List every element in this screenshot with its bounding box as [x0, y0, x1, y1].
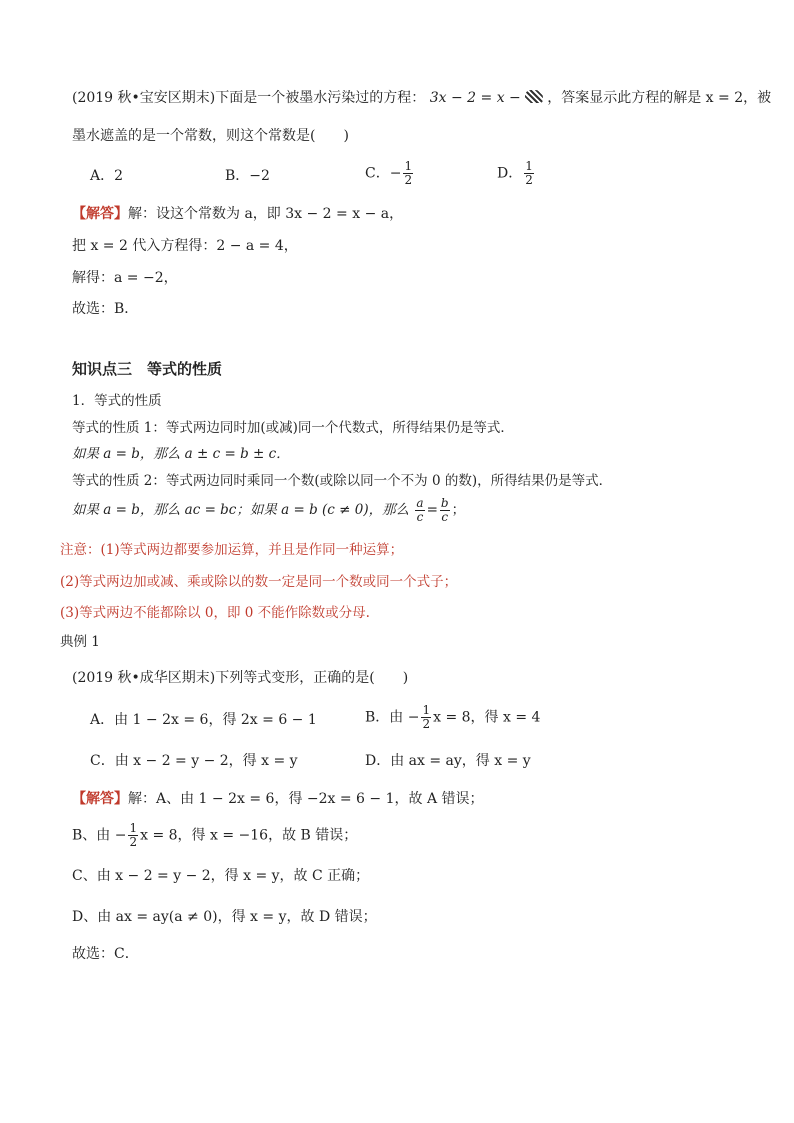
note-2: (2)等式两边加或减、乘或除以的数一定是同一个数或同一个式子；: [60, 574, 458, 590]
example-answer-a: 【解答】解：A、由 1 − 2x = 6，得 −2x = 6 − 1，故 A 错误；: [72, 791, 484, 807]
example-answer-c: C、由 x − 2 = y − 2，得 x = y，故 C 正确；: [72, 868, 370, 884]
q1-line1-suffix: ，答案显示此方程的解是 x = 2，被: [547, 90, 772, 106]
example-label: 典例 1: [60, 634, 100, 650]
q1-answer-line4: 故选：B．: [72, 301, 139, 317]
property-2-example: 如果 a = b，那么 ac = bc；如果 a = b (c ≠ 0)，那么 $\frac{a}{c}$ = $\frac{b}{c}$ ；: [72, 496, 466, 524]
q1-answer-line1: 【解答】解：设这个常数为 a，即 3x − 2 = x − a，: [72, 206, 404, 222]
q1-answer-line3: 解得：a = −2，: [72, 270, 178, 286]
answer-tag: 【解答】: [72, 791, 128, 807]
q1-option-a: A．2: [90, 168, 124, 184]
ink-blot-icon: [525, 90, 543, 103]
example-option-b: B．由 − $\frac{1}{2}$ x = 8，得 x = 4: [365, 703, 541, 731]
example-answer-d: D、由 ax = ay(a ≠ 0)，得 x = y，故 D 错误；: [72, 909, 377, 925]
example-option-d: D．由 ax = ay，得 x = y: [365, 753, 531, 769]
q1-line1: [72, 88, 771, 108]
q1-answer-line2: 把 x = 2 代入方程得：2 − a = 4，: [72, 238, 298, 254]
section-title: 知识点三 等式的性质: [72, 360, 223, 378]
answer-tag: 【解答】: [72, 206, 128, 222]
property-2: 等式的性质 2：等式两边同时乘同一个数(或除以同一个不为 0 的数)，所得结果仍是等式．: [72, 473, 613, 489]
q1-option-d: D． $\frac{1}{2}$: [497, 159, 533, 187]
q1-option-c: C．− $\frac{1}{2}$: [365, 159, 413, 187]
q1-option-b: B．−2: [225, 168, 270, 184]
example-answer-end: 故选：C．: [72, 946, 139, 962]
q1-line2: 墨水遮盖的是一个常数，则这个常数是( ): [72, 128, 349, 144]
example-question: (2019 秋•成华区期末)下列等式变形，正确的是( ): [72, 670, 409, 686]
note-3: (3)等式两边不能都除以 0，即 0 不能作除数或分母.: [60, 605, 370, 621]
section-subtitle: 1．等式的性质: [72, 393, 162, 409]
example-answer-b: B、由 − $\frac{1}{2}$ x = 8，得 x = −16，故 B 错误；: [72, 821, 358, 849]
q1-equation: 3x − 2 = x −: [429, 90, 521, 106]
property-1-example: 如果 a = b，那么 a ± c = b ± c．: [72, 446, 290, 462]
property-1: 等式的性质 1：等式两边同时加(或减)同一个代数式，所得结果仍是等式．: [72, 420, 514, 436]
q1-line1-prefix: (2019 秋•宝安区期末)下面是一个被墨水污染过的方程：: [72, 90, 426, 106]
example-option-a: A．由 1 − 2x = 6，得 2x = 6 − 1: [90, 712, 317, 728]
example-option-c: C．由 x − 2 = y − 2，得 x = y: [90, 753, 298, 769]
note-1: 注意：(1)等式两边都要参加运算，并且是作同一种运算；: [60, 542, 404, 558]
